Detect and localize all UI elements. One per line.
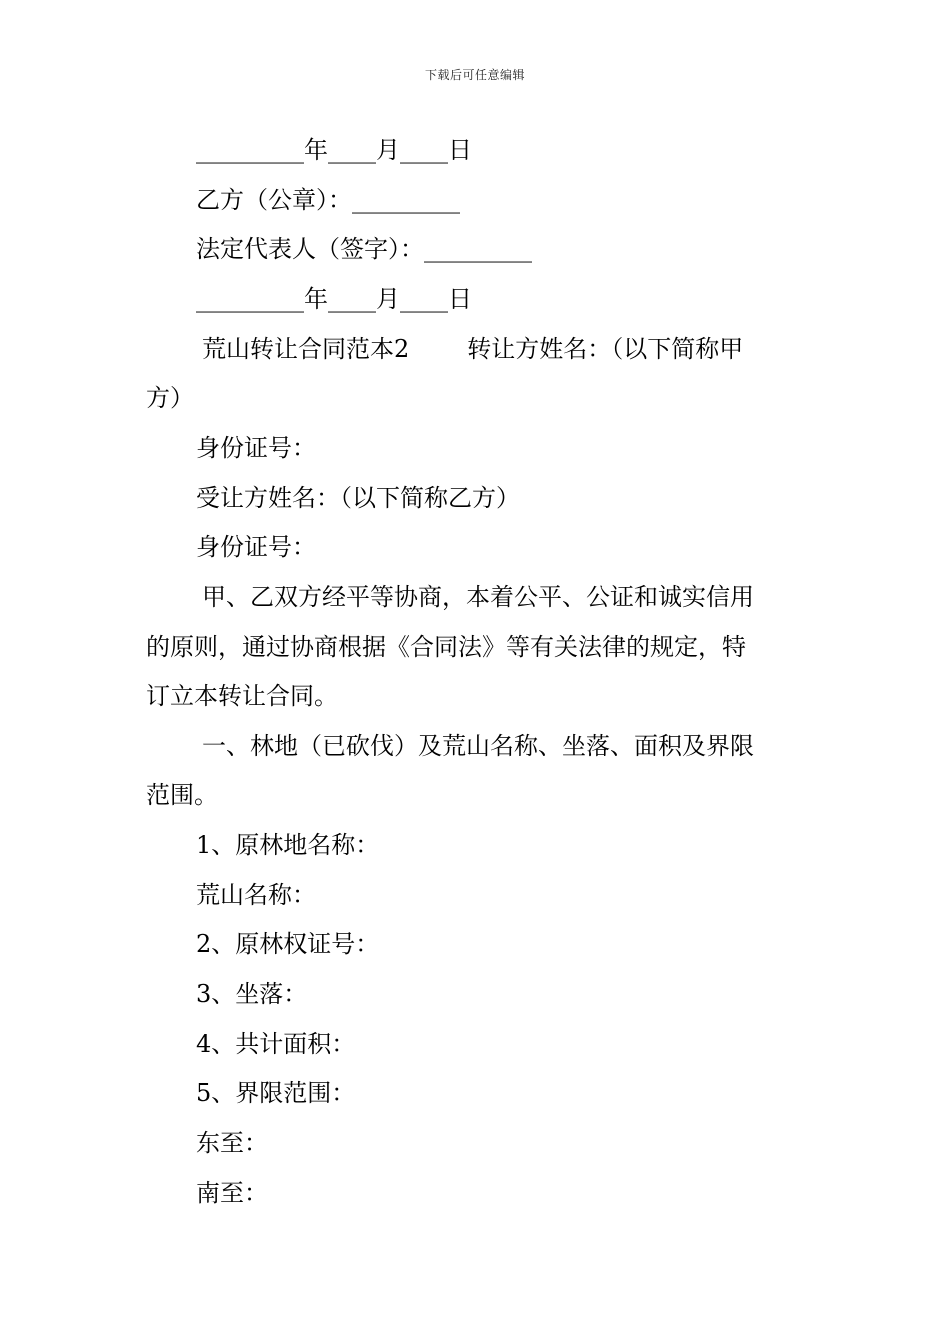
transferee-id-label: 身份证号： [196,533,316,561]
boundary-south: 南至： [196,1179,268,1207]
item-2-forest-cert: 2、原林权证号： [196,930,380,958]
item-barren-hill-name: 荒山名称： [196,881,316,909]
legal-representative-line: 法定代表人（签字）：_________ [196,235,532,263]
preamble-line-2: 的原则，通过协商根据《合同法》等有关法律的规定，特 [146,633,746,661]
transferor-name-continued: 方） [146,384,194,412]
transferee-name-label: 受让方姓名：（以下简称乙方） [196,484,520,512]
section-1-heading-continued: 范围。 [146,781,218,809]
section-1-heading: 一、林地（已砍伐）及荒山名称、坐落、面积及界限 [202,732,754,760]
contract-title-line [202,333,743,365]
preamble-line-1: 甲、乙双方经平等协商，本着公平、公证和诚实信用 [202,583,754,611]
item-1-forest-name: 1、原林地名称： [196,831,380,859]
transferor-name-label: 转让方姓名：（以下简称甲 [467,335,744,363]
transferor-id-label: 身份证号： [196,434,316,462]
boundary-east: 东至： [196,1129,268,1157]
preamble-line-3: 订立本转让合同。 [146,682,338,710]
page-header: 下载后可任意编辑 [424,68,525,82]
date-line-party-a: _________年____月____日 [196,136,472,164]
date-line-party-b: _________年____月____日 [196,285,472,313]
contract-title: 荒山转让合同范本2 [202,335,410,363]
party-b-seal-line: 乙方（公章）：_________ [196,186,460,214]
item-5-boundary: 5、界限范围： [196,1079,356,1107]
item-3-location: 3、坐落： [196,980,308,1008]
item-4-total-area: 4、共计面积： [196,1030,356,1058]
